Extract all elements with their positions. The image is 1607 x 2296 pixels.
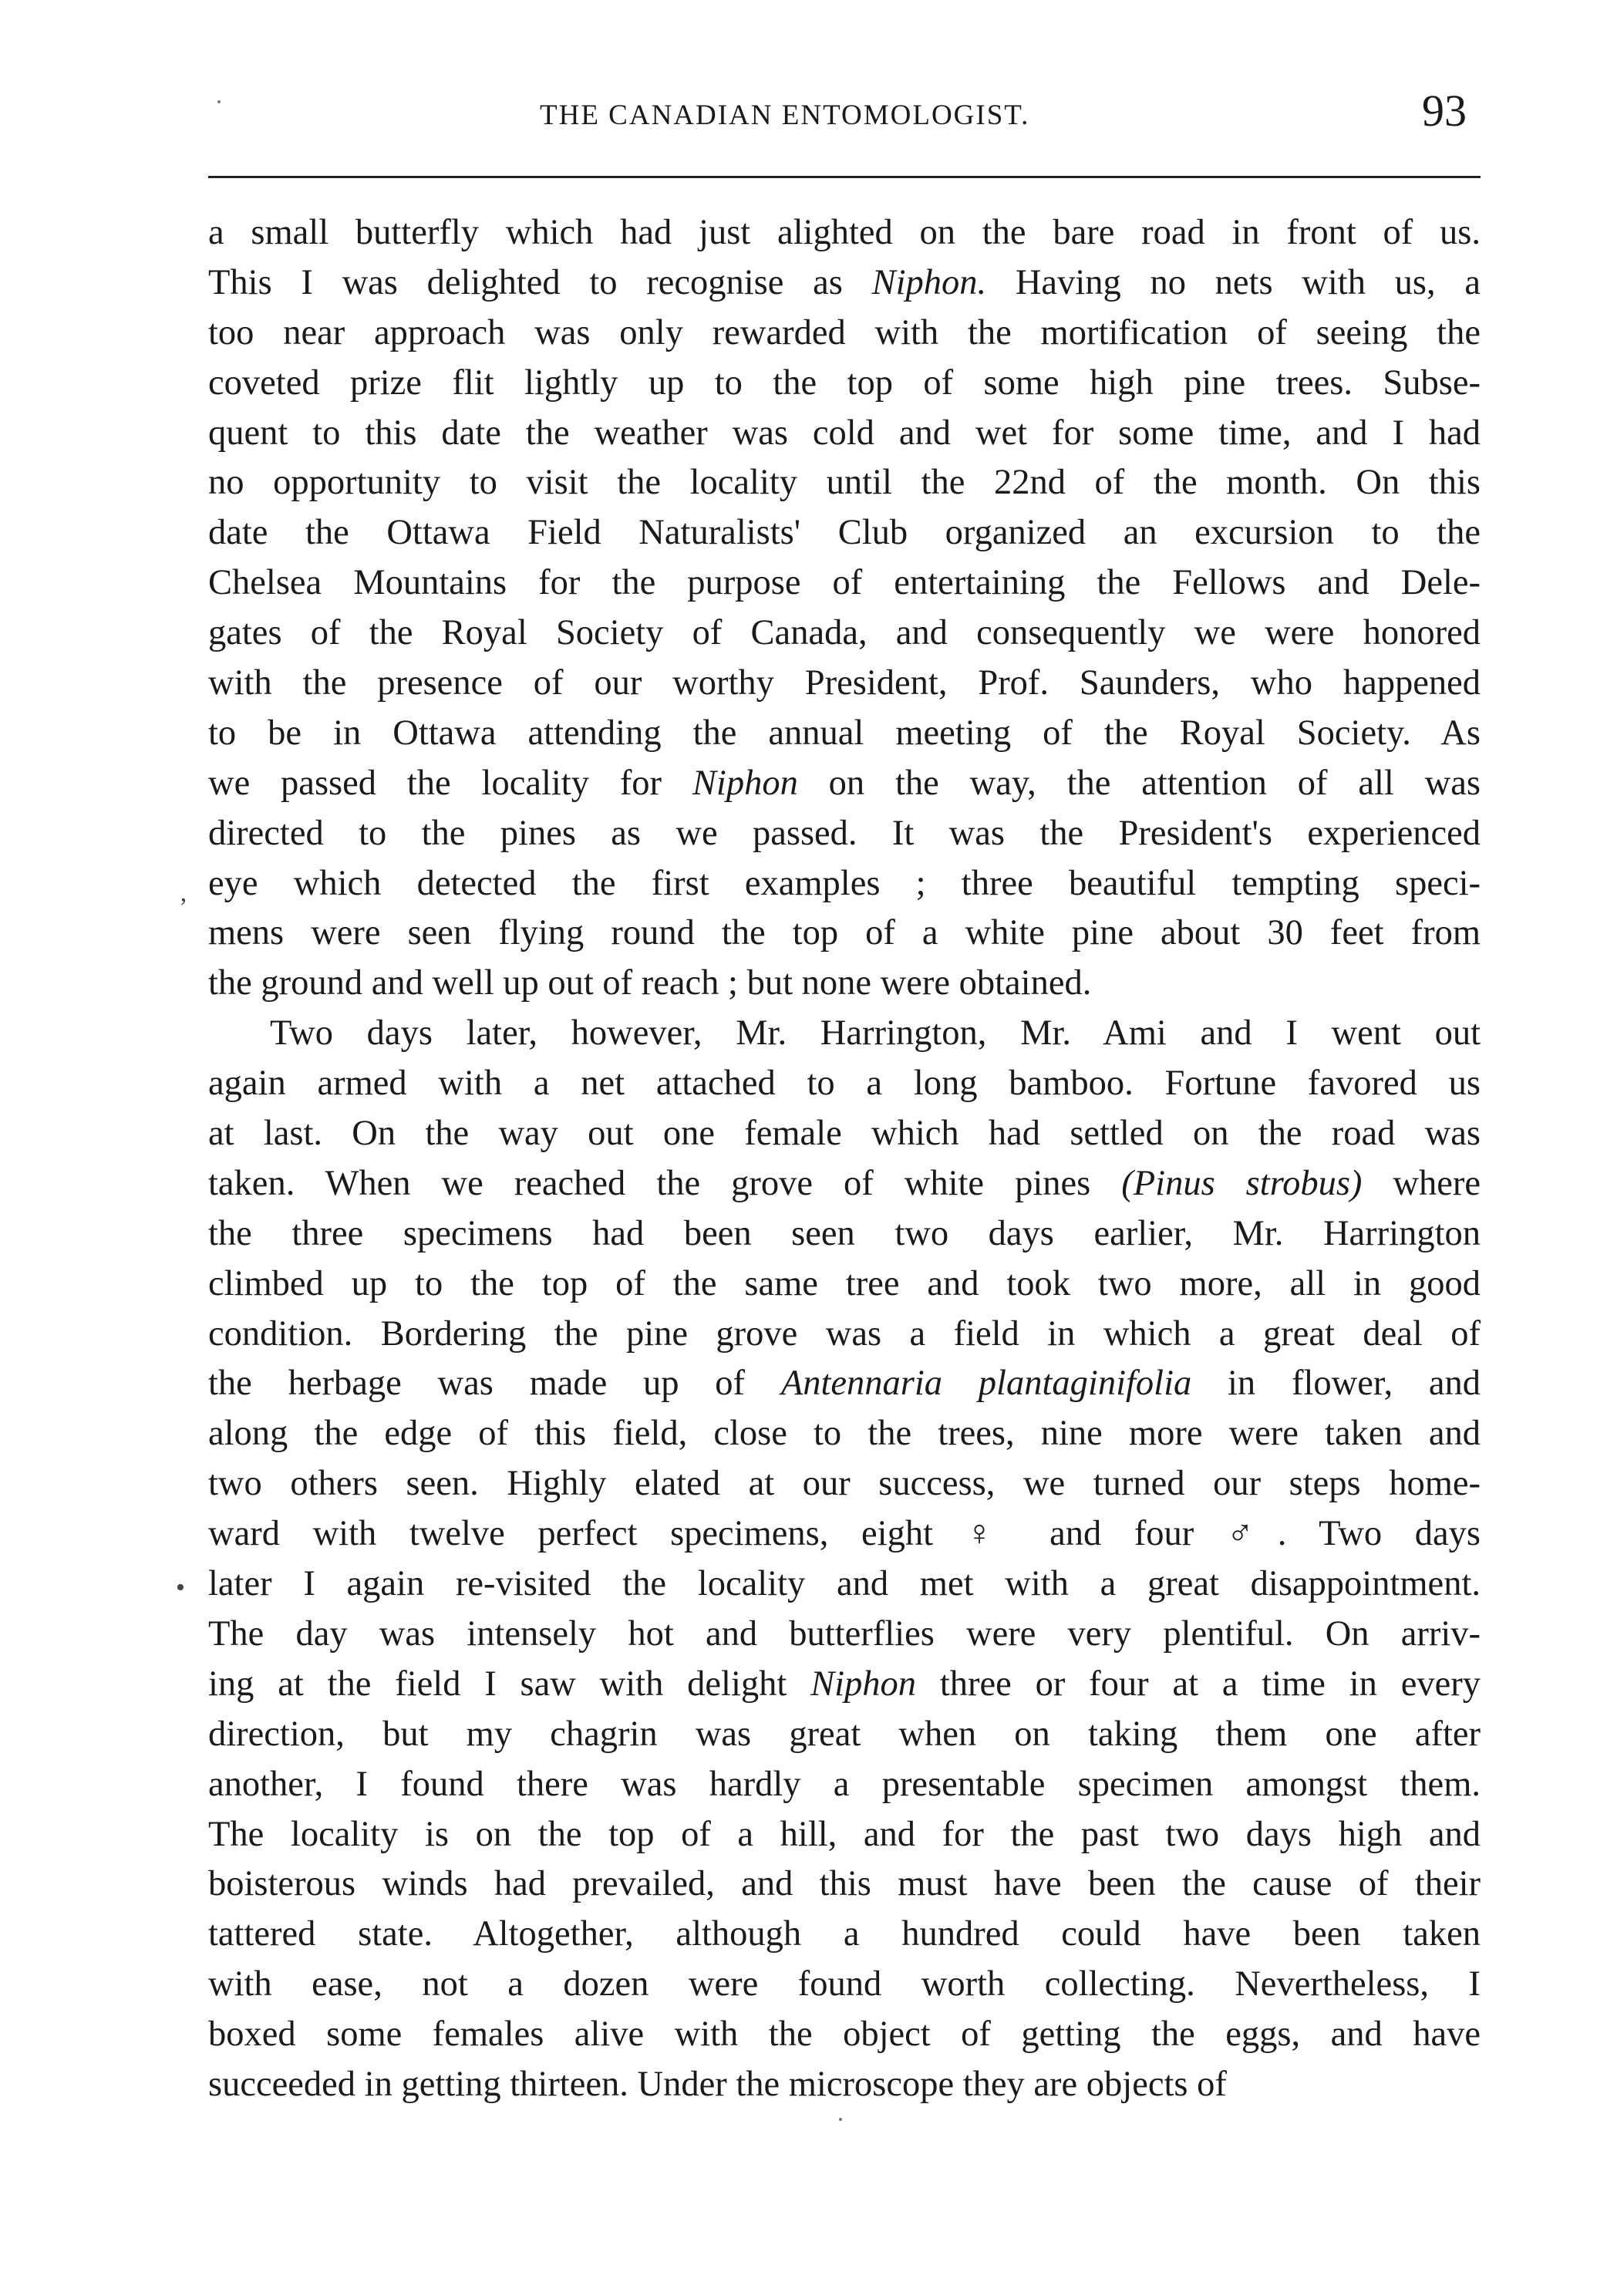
text-line [208, 1760, 1481, 1810]
text-segment: along the edge of this field, close to the trees, nine more were taken and [208, 1414, 1481, 1454]
text-segment: ing at the field I saw with delight [208, 1664, 811, 1704]
text-segment: gates of the Royal Society of Canada, and consequently we were honored [208, 613, 1481, 653]
text-line [208, 709, 1481, 759]
text-segment: date the Ottawa Field Naturalists' Club organized an excursion to the [208, 513, 1481, 553]
text-segment: tattered state. Altogether, although a hundred could have been taken [208, 1914, 1481, 1954]
text-line [208, 2060, 1481, 2110]
text-segment: directed to the pines as we passed. It was the President's experienced [208, 813, 1481, 853]
text-line [208, 1259, 1481, 1310]
text-segment: ward with twelve perfect specimens, eight ♀ and four ♂. Two days [208, 1514, 1481, 1554]
text-segment: too near approach was only rewarded with the mortification of seeing the [208, 312, 1481, 352]
text-line [208, 1159, 1481, 1209]
text-segment: we passed the locality for [208, 763, 692, 803]
text-segment: the three specimens had been seen two days earlier, Mr. Harrington [208, 1213, 1481, 1253]
italic-text: (Pinus strobus) [1121, 1163, 1363, 1203]
text-segment: to be in Ottawa attending the annual meeting of the Royal Society. As [208, 713, 1481, 753]
text-segment: Chelsea Mountains for the purpose of entertaining the Fellows and Dele- [208, 563, 1481, 603]
page-number: 93 [1422, 86, 1467, 136]
italic-text: Niphon [692, 763, 798, 803]
text-line [208, 1810, 1481, 1860]
text-segment: in flower, and [1191, 1364, 1481, 1404]
text-segment: the herbage was made up of [208, 1364, 781, 1404]
text-line [208, 609, 1481, 659]
text-line [208, 659, 1481, 709]
paragraph [208, 208, 1481, 1009]
margin-mark: ’ [179, 893, 188, 922]
italic-text: Niphon. [871, 262, 987, 302]
text-line [208, 1660, 1481, 1710]
text-segment: condition. Bordering the pine grove was a field in which a great deal of [208, 1313, 1481, 1354]
text-line [208, 308, 1481, 359]
text-line [208, 2010, 1481, 2060]
text-line [208, 1610, 1481, 1660]
text-segment: boxed some females alive with the object of getting the eggs, and have [208, 2014, 1481, 2055]
text-line [208, 1310, 1481, 1360]
text-segment: coveted prize flit lightly up to the top of some high pine trees. Subse- [208, 362, 1481, 403]
text-segment: taken. When we reached the grove of white pines [208, 1163, 1122, 1203]
text-line [208, 558, 1481, 609]
text-line [208, 409, 1481, 459]
italic-text: Niphon [810, 1664, 917, 1704]
text-segment: at last. On the way out one female which had settled on the road was [208, 1114, 1481, 1154]
text-line [208, 909, 1481, 959]
text-segment: later I again re-visited the locality and met with a great disappointment. [208, 1564, 1481, 1604]
text-segment: again armed with a net attached to a long bamboo. Fortune favored us [208, 1064, 1481, 1104]
text-line [208, 1009, 1481, 1059]
text-line [208, 208, 1481, 258]
text-segment: This I was delighted to recognise as [208, 262, 872, 302]
text-line [208, 1409, 1481, 1459]
margin-mark: • [176, 1573, 185, 1602]
text-segment: eye which detected the first examples ; three beautiful tempting speci- [208, 863, 1481, 903]
text-segment: on the way, the attention of all was [797, 763, 1481, 803]
body-text [208, 208, 1481, 2110]
text-line [208, 1059, 1481, 1109]
text-segment: another, I found there was hardly a presentable specimen amongst them. [208, 1764, 1481, 1804]
text-line [208, 1859, 1481, 1910]
text-line [208, 959, 1481, 1009]
text-line [208, 1459, 1481, 1509]
running-title: THE CANADIAN ENTOMOLOGIST. [540, 99, 1030, 131]
italic-text: Antennaria plantaginifolia [780, 1364, 1192, 1404]
text-segment: boisterous winds had prevailed, and this must have been the cause of their [208, 1864, 1481, 1904]
text-line [208, 1209, 1481, 1259]
text-segment: two others seen. Highly elated at our success, we turned our steps home- [208, 1464, 1481, 1504]
text-segment: climbed up to the top of the same tree and took two more, all in good [208, 1263, 1481, 1303]
text-segment: succeeded in getting thirteen. Under the microscope they are objects of [208, 2064, 1227, 2104]
text-line [208, 1910, 1481, 1960]
print-speck [217, 100, 221, 103]
text-segment: where [1362, 1163, 1481, 1203]
text-line [208, 258, 1481, 308]
text-line [208, 1710, 1481, 1760]
text-line [208, 809, 1481, 859]
text-segment: quent to this date the weather was cold and wet for some time, and I had [208, 413, 1481, 453]
text-line [208, 508, 1481, 558]
text-segment: direction, but my chagrin was great when on taking them one after [208, 1714, 1481, 1754]
text-segment: a small butterfly which had just alighted on the bare road in front of us. [208, 213, 1481, 252]
text-segment: with the presence of our worthy President, Prof. Saunders, who happened [208, 663, 1481, 703]
text-line [208, 1509, 1481, 1559]
text-line [208, 859, 1481, 909]
text-line [208, 458, 1481, 508]
text-segment: three or four at a time in every [916, 1664, 1481, 1704]
text-segment: mens were seen flying round the top of a white pine about 30 feet from [208, 913, 1481, 953]
text-line [208, 1359, 1481, 1409]
page-header [208, 83, 1481, 145]
text-segment: The day was intensely hot and butterflies were very plentiful. On arriv- [208, 1613, 1481, 1654]
text-segment: with ease, not a dozen were found worth collecting. Nevertheless, I [208, 1964, 1481, 2004]
text-line [208, 359, 1481, 409]
paragraph [208, 1009, 1481, 2110]
text-segment: The locality is on the top of a hill, and for the past two days high and [208, 1814, 1481, 1854]
text-line [208, 1559, 1481, 1610]
text-segment: the ground and well up out of reach ; but none were obtained. [208, 963, 1092, 1003]
print-speck [839, 2118, 842, 2121]
text-line [208, 759, 1481, 809]
text-line [208, 1960, 1481, 2010]
header-rule [208, 176, 1481, 178]
text-segment: Two days later, however, Mr. Harrington, Mr. Ami and I went out [270, 1013, 1481, 1054]
text-segment: Having no nets with us, a [986, 262, 1481, 302]
text-segment: no opportunity to visit the locality until the 22nd of the month. On this [208, 463, 1481, 503]
text-line [208, 1109, 1481, 1159]
